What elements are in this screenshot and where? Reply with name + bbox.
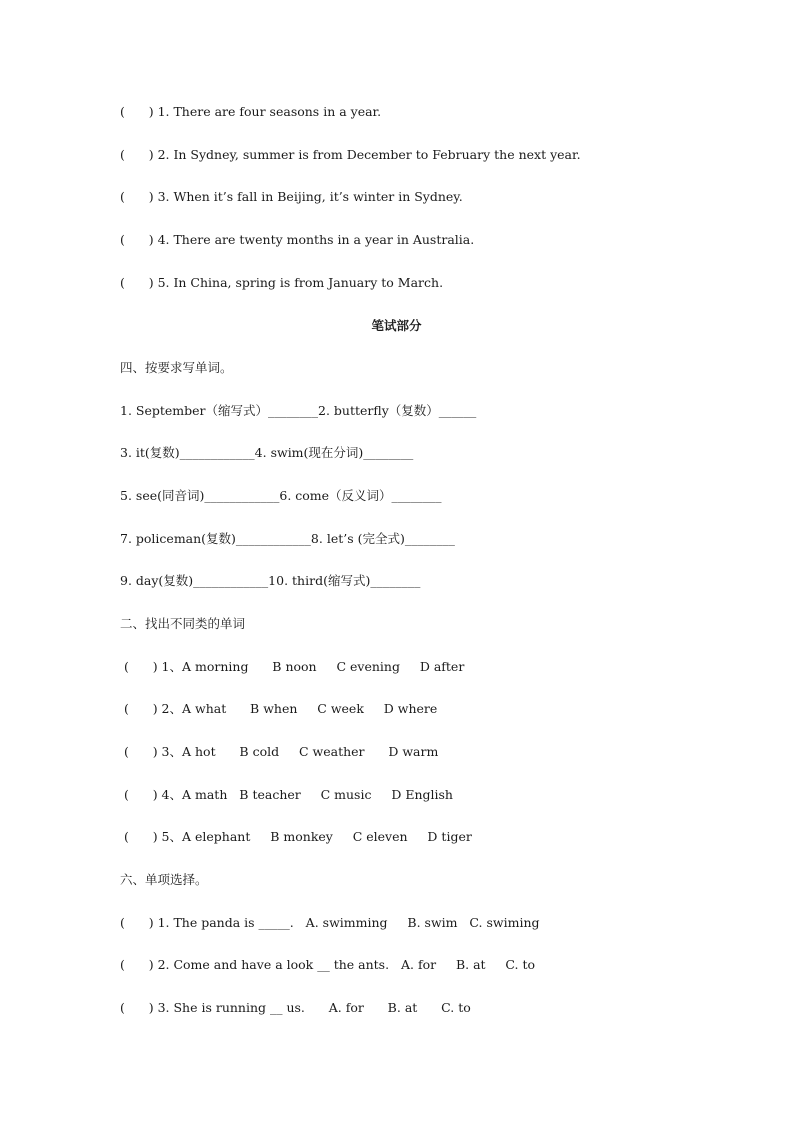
section4-line-4: 7. policeman(复数)____________8. let’s (完全式)________ [120, 531, 455, 546]
judgement-item-4: ( ) 4. There are twenty months in a year in Australia. [120, 232, 475, 247]
section2-item-1: ( ) 1、A morning B noon C evening D after [120, 659, 465, 674]
section2-item-3: ( ) 3、A hot B cold C weather D warm [120, 744, 439, 759]
judgement-item-3: ( ) 3. When it’s fall in Beijing, it’s winter in Sydney. [120, 189, 463, 204]
section6-title: 六、单项选择。 [120, 872, 208, 887]
section2-title: 二、找出不同类的单词 [120, 616, 246, 631]
judgement-item-1: ( ) 1. There are four seasons in a year. [120, 104, 382, 119]
section6-item-1: ( ) 1. The panda is _____. A. swimming B. swim C. swiming [120, 915, 540, 930]
section4-line-3: 5. see(同音词)____________6. come（反义词）________ [120, 488, 442, 503]
written-part-title: 笔试部分 [371, 318, 422, 333]
section4-title: 四、按要求写单词。 [120, 360, 233, 375]
section6-item-2: ( ) 2. Come and have a look __ the ants. A. for B. at C. to [120, 957, 536, 972]
section2-item-2: ( ) 2、A what B when C week D where [120, 701, 438, 716]
section2-item-5: ( ) 5、A elephant B monkey C eleven D tiger [120, 829, 472, 844]
judgement-item-2: ( ) 2. In Sydney, summer is from December to February the next year. [120, 147, 581, 162]
section2-item-4: ( ) 4、A math B teacher C music D English [120, 787, 453, 802]
section6-item-3: ( ) 3. She is running __ us. A. for B. at C. to [120, 1000, 471, 1015]
section4-line-1: 1. September（缩写式）________2. butterfly（复数）______ [120, 403, 477, 418]
section4-line-2: 3. it(复数)____________4. swim(现在分词)________ [120, 445, 414, 460]
section4-line-5: 9. day(复数)____________10. third(缩写式)________ [120, 573, 421, 588]
judgement-item-5: ( ) 5. In China, spring is from January to March. [120, 275, 444, 290]
